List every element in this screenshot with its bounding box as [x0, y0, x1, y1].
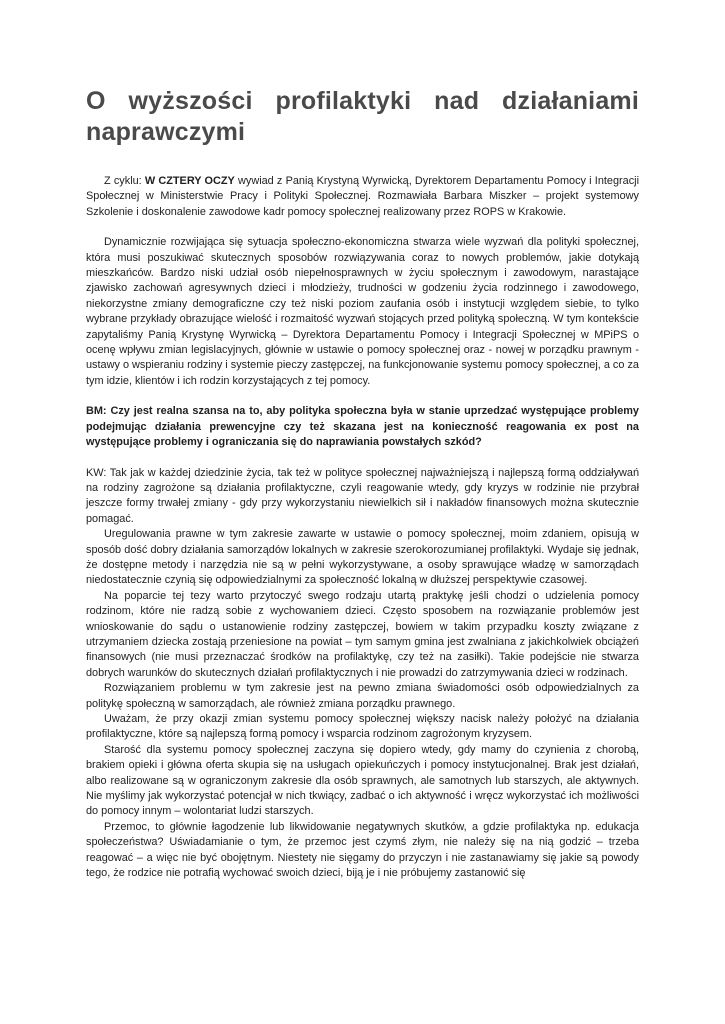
answer-paragraph: KW: Tak jak w każdej dziedzinie życia, tak też w polityce społecznej najważniejszą i najlepszą formą oddziaływań na rodziny zagrożone są działania profilaktyczne, czyli reagowanie wtedy, gdy kryzys w rodzinie nie przybrał jeszcze formy trwałej zmiany - gdy przy wykorzystaniu niewielkich sił i nakładów finansowych można skutecznie pomagać.	[86, 466, 639, 525]
page-title: O wyższości profilaktyki nad działaniami naprawczymi	[86, 87, 639, 146]
answer-paragraph: Uregulowania prawne w tym zakresie zawarte w ustawie o pomocy społecznej, moim zdaniem, opisują w sposób dość dobry działania samorządów lokalnych w zakresie szerokorozumianej profilaktyki. Wydaje się jednak, że dostępne metody i narzędzia nie są w pełni wykorzystywane, a osoby sprawujące władzę w samorządach niedostatecznie czynią się odpowiedzialnymi za społeczność lokalną w dłuższej perspektywie czasowej.	[86, 528, 639, 587]
answer-paragraph: Na poparcie tej tezy warto przytoczyć swego rodzaju utartą praktykę jeśli chodzi o udzielenia pomocy rodzinom, które nie radzą sobie z wychowaniem dzieci. Często sposobem na rozwiązanie problemów jest wnioskowanie do sądu o ustanowienie rodziny zastępczej, bowiem w takim przypadku koszty związane z utrzymaniem dziecka zostają przeniesione na powiat – tym samym gmina jest zwalniana z jakichkolwiek obciążeń finansowych (nie musi przeznaczać środków na profilaktykę, czy też na zasiłki). Takie podejście nie stwarza dobrych warunków do skutecznych działań profilaktycznych i nie prowadzi do zatrzymywania dzieci w rodzinach.	[86, 589, 639, 679]
interview-question: BM: Czy jest realna szansa na to, aby polityka społeczna była w stanie uprzedzać występujące problemy podejmując działania prewencyjne czy też skazana jest na konieczność reagowania ex post na występujące problemy i ograniczania się do naprawiania powstałych szkód?	[86, 405, 639, 449]
intro-prefix: Z cyklu:	[104, 175, 145, 187]
answer-paragraph: Rozwiązaniem problemu w tym zakresie jest na pewno zmiana świadomości osób odpowiedzialnych za politykę społeczną w samorządach, ale również zmiana porządku prawnego.	[86, 682, 639, 710]
answer-paragraph: Przemoc, to głównie łagodzenie lub likwidowanie negatywnych skutków, a gdzie profilaktyka np. edukacja społeczeństwa? Uświadamianie o tym, że przemoc jest czymś złym, nie należy się na nią godzić – trzeba reagować – a więc nie być obojętnym. Niestety nie sięgamy do przyczyn i nie zastanawiamy się jakie są powody tego, że rodzice nie potrafią wychować swoich dzieci, biją je i nie próbujemy zastanowić się	[86, 820, 639, 880]
intro-text: wywiad z Panią Krystyną Wyrwicką, Dyrektorem Departamentu Pomocy i Integracji Społecznej w Ministerstwie Pracy i Polityki Społecznej. Rozmawiała Barbara Miszker – projekt systemowy Szkolenie i doskonalenie zawodowe kadr pomocy społecznej realizowany przez ROPS w Krakowie.	[86, 175, 639, 218]
document-page	[86, 86, 639, 881]
answer-paragraph: Uważam, że przy okazji zmian systemu pomocy społecznej większy nacisk należy położyć na działania profilaktyczne, które są najlepszą formą pomocy i wsparcia rodzinom zagrożonym kryzysem.	[86, 713, 639, 741]
answer-paragraph: Starość dla systemu pomocy społecznej zaczyna się dopiero wtedy, gdy mamy do czynienia z chorobą, brakiem opieki i główna oferta skupia się na usługach opiekuńczych i pomocy instytucjonalnej. Brak jest działań, albo realizowane są w ograniczonym zakresie dla osób sprawnych, ale samotnych lub starszych, ale aktywnych. Nie myślimy jak wykorzystać potencjał w nich tkwiący, zadbać o ich aktywność i wręcz wykorzystać ich możliwości do pomocy innym – wolontariat ludzi starszych.	[86, 743, 639, 818]
series-name: W CZTERY OCZY	[144, 175, 235, 187]
lead-paragraph: Dynamicznie rozwijająca się sytuacja społeczno-ekonomiczna stwarza wiele wyzwań dla polityki społecznej, która musi poszukiwać skutecznych sposobów rozwiązywania coraz to nowych problemów, jakie dotykają mieszkańców. Bardzo niski udział osób niepełnosprawnych w życiu społecznym i zawodowym, narastające zjawisko zachowań agresywnych dzieci i młodzieży, trudności w godzeniu życia rodzinnego i zawodowego, niekorzystne zmiany demograficzne czy też niski poziom zaufania osób i instytucji względem siebie, to tylko wybrane przykłady obrazujące wielość i rozmaitość wyzwań stojących przed polityką społeczną. W tym kontekście zapytaliśmy Panią Krystynę Wyrwicką – Dyrektora Departamentu Pomocy i Integracji Społecznej w MPiPS o ocenę wpływu zmian legislacyjnych, głównie w ustawie o pomocy społecznej oraz - nowej w porządku prawnym - ustawy o wspieraniu rodziny i systemie pieczy zastępczej, na funkcjonowanie systemu pomocy społecznej, a co za tym idzie, klientów i ich rodzin korzystających z tej pomocy.	[86, 236, 639, 387]
intro-paragraph	[86, 174, 639, 220]
